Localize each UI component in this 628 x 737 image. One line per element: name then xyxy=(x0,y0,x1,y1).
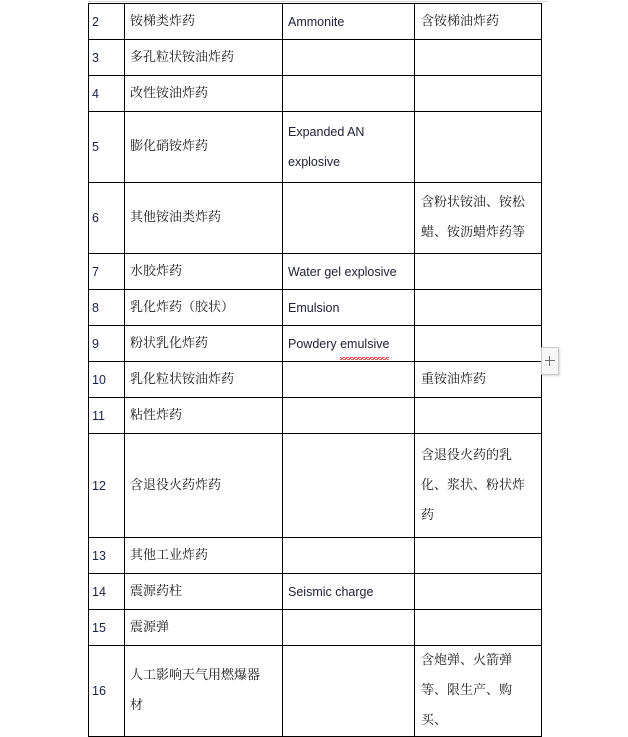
table-row[interactable] xyxy=(89,112,542,183)
table-row[interactable] xyxy=(89,646,542,737)
row-english[interactable] xyxy=(283,183,415,254)
row-number[interactable]: 2 xyxy=(89,4,125,40)
row-note[interactable]: 含铵梯油炸药 xyxy=(415,4,542,40)
row-name-line2: 材 xyxy=(130,698,144,713)
table-row[interactable] xyxy=(89,254,542,290)
row-english[interactable] xyxy=(283,538,415,574)
row-note-line1: 含炮弹、火箭弹 xyxy=(421,653,513,668)
row-note[interactable] xyxy=(415,183,542,254)
row-english[interactable]: Water gel explosive xyxy=(283,254,415,290)
row-english[interactable] xyxy=(283,40,415,76)
row-number[interactable]: 10 xyxy=(89,362,125,398)
row-number[interactable]: 11 xyxy=(89,398,125,434)
row-number[interactable]: 12 xyxy=(89,434,125,538)
row-english[interactable] xyxy=(283,610,415,646)
table-row[interactable] xyxy=(89,574,542,610)
row-note[interactable] xyxy=(415,290,542,326)
row-english[interactable]: Emulsion xyxy=(283,290,415,326)
table-body xyxy=(89,4,542,737)
row-name[interactable]: 其他铵油类炸药 xyxy=(125,183,283,254)
row-english[interactable] xyxy=(283,362,415,398)
row-number[interactable]: 7 xyxy=(89,254,125,290)
row-number[interactable]: 14 xyxy=(89,574,125,610)
row-name[interactable]: 震源药柱 xyxy=(125,574,283,610)
page-top-guide xyxy=(88,1,548,2)
row-english[interactable] xyxy=(283,398,415,434)
row-english[interactable]: Seismic charge xyxy=(283,574,415,610)
row-english[interactable] xyxy=(283,434,415,538)
row-name[interactable]: 震源弹 xyxy=(125,610,283,646)
row-english[interactable] xyxy=(283,112,415,183)
row-number[interactable]: 13 xyxy=(89,538,125,574)
row-name[interactable]: 含退役火药炸药 xyxy=(125,434,283,538)
table-row[interactable] xyxy=(89,362,542,398)
row-name[interactable]: 乳化炸药（胶状） xyxy=(125,290,283,326)
row-note[interactable] xyxy=(415,326,542,362)
row-name[interactable]: 其他工业炸药 xyxy=(125,538,283,574)
row-name[interactable]: 改性铵油炸药 xyxy=(125,76,283,112)
row-note[interactable] xyxy=(415,76,542,112)
row-note-line2: 化、浆状、粉状炸 xyxy=(421,477,526,493)
spellcheck-misspelled-word: emulsive xyxy=(340,331,389,357)
row-english[interactable]: Ammonite xyxy=(283,4,415,40)
row-english-line1: Expanded AN xyxy=(288,125,365,139)
table-row[interactable] xyxy=(89,183,542,254)
row-name[interactable]: 水胶炸药 xyxy=(125,254,283,290)
row-note-line2: 等、限生产、购买、 xyxy=(421,683,513,728)
plus-icon-vertical xyxy=(549,356,550,366)
row-english-ok: Powdery xyxy=(288,336,341,351)
row-note-line3: 药 xyxy=(421,507,435,523)
row-english[interactable] xyxy=(283,646,415,737)
table-row[interactable] xyxy=(89,610,542,646)
row-note-line2: 蜡、铵沥蜡炸药等 xyxy=(421,225,526,240)
row-number[interactable]: 8 xyxy=(89,290,125,326)
table-row[interactable] xyxy=(89,4,542,40)
row-number[interactable]: 6 xyxy=(89,183,125,254)
row-number[interactable]: 5 xyxy=(89,112,125,183)
explosives-classification-table xyxy=(88,3,542,737)
row-note[interactable] xyxy=(415,434,542,538)
row-note[interactable] xyxy=(415,398,542,434)
table-row[interactable] xyxy=(89,40,542,76)
table-row[interactable] xyxy=(89,290,542,326)
row-note[interactable] xyxy=(415,646,542,737)
row-note[interactable] xyxy=(415,538,542,574)
table-row[interactable] xyxy=(89,398,542,434)
row-name[interactable]: 粘性炸药 xyxy=(125,398,283,434)
row-note[interactable] xyxy=(415,574,542,610)
row-number[interactable]: 3 xyxy=(89,40,125,76)
row-english-line2: explosive xyxy=(288,155,341,169)
row-english[interactable] xyxy=(283,76,415,112)
table-row[interactable] xyxy=(89,326,542,362)
insert-row-handle-button[interactable] xyxy=(541,347,559,375)
table-row[interactable] xyxy=(89,76,542,112)
row-number[interactable]: 9 xyxy=(89,326,125,362)
plus-icon xyxy=(545,360,555,361)
row-number[interactable]: 15 xyxy=(89,610,125,646)
row-number[interactable]: 16 xyxy=(89,646,125,737)
row-note[interactable] xyxy=(415,254,542,290)
table-row[interactable] xyxy=(89,538,542,574)
row-name[interactable]: 膨化硝铵炸药 xyxy=(125,112,283,183)
row-name[interactable]: 铵梯类炸药 xyxy=(125,4,283,40)
row-note[interactable] xyxy=(415,610,542,646)
row-name[interactable]: 多孔粒状铵油炸药 xyxy=(125,40,283,76)
row-name[interactable]: 乳化粒状铵油炸药 xyxy=(125,362,283,398)
row-note-line1: 含退役火药的乳 xyxy=(421,447,513,463)
row-note[interactable] xyxy=(415,112,542,183)
row-english[interactable] xyxy=(283,326,415,362)
table-row[interactable] xyxy=(89,434,542,538)
row-number[interactable]: 4 xyxy=(89,76,125,112)
row-note[interactable]: 重铵油炸药 xyxy=(415,362,542,398)
row-name[interactable] xyxy=(125,646,283,737)
row-name[interactable]: 粉状乳化炸药 xyxy=(125,326,283,362)
row-note-line1: 含粉状铵油、铵松 xyxy=(421,195,526,210)
row-name-line1: 人工影响天气用燃爆器 xyxy=(130,668,261,683)
row-note[interactable] xyxy=(415,40,542,76)
